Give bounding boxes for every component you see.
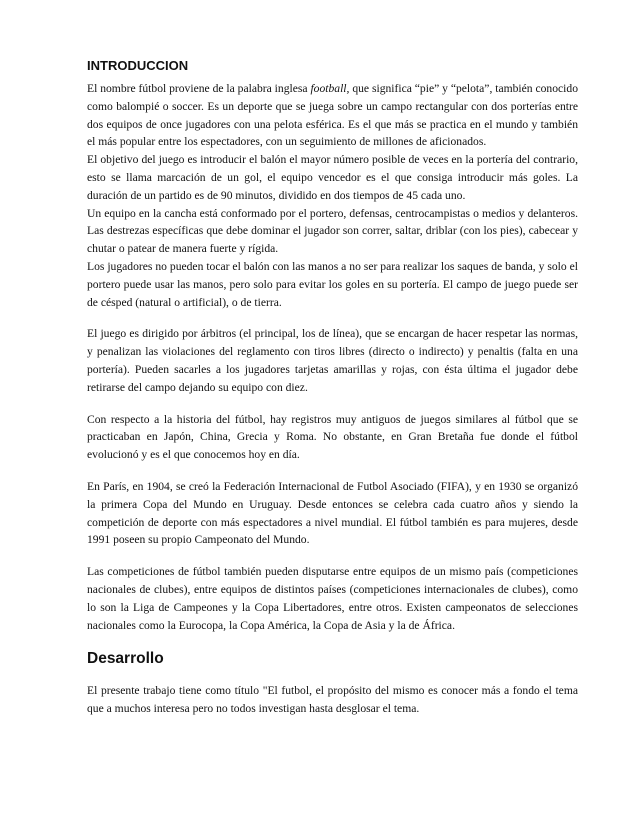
- intro-paragraph-2: El objetivo del juego es introducir el balón el mayor número posible de veces en la portería del contrario, esto se llama marcación de un gol, el equipo vencedor es el que consiga introducir más goles. La duración de un partido es de 90 minutos, dividido en dos tiempos de 45 cada uno.: [87, 153, 578, 202]
- intro-paragraph-3: Un equipo en la cancha está conformado por el portero, defensas, centrocampistas o medios y delanteros. Las destrezas específicas que debe dominar el jugador son correr, saltar, driblar (con los pies), cabecear y chutar o patear de manera fuerte y rígida.: [87, 206, 578, 256]
- document-page: [87, 58, 578, 718]
- paragraph-historia: Con respecto a la historia del fútbol, hay registros muy antiguos de juegos similares al fútbol que se practicaban en Japón, China, Grecia y Roma. No obstante, en Gran Bretaña fue donde el fútbol evolucionó y es el que conocemos hoy en día.: [87, 412, 578, 462]
- paragraph-competiciones: Las competiciones de fútbol también pueden disputarse entre equipos de un mismo país (competiciones nacionales de clubes), entre equipos de distintos países (competiciones internacionales de clubes), como lo son la Liga de Campeones y la Copa Libertadores, entre otros. Existen campeonatos de selecciones nacionales como la Eurocopa, la Copa América, la Copa de Asia y la de África.: [87, 565, 578, 632]
- intro-p1-italic: football,: [310, 82, 350, 95]
- desarrollo-heading: Desarrollo: [87, 650, 164, 668]
- intro-paragraph-1: [87, 80, 578, 151]
- intro-heading: INTRODUCCION: [87, 58, 189, 73]
- intro-paragraph-4: Los jugadores no pueden tocar el balón con las manos a no ser para realizar los saques de banda, y solo el portero puede usar las manos, pero solo para evitar los goles en su portería. El campo de juego puede ser de césped (natural o artificial), o de tierra.: [87, 259, 578, 309]
- paragraph-fifa: En París, en 1904, se creó la Federación Internacional de Futbol Asociado (FIFA), y en 1930 se organizó la primera Copa del Mundo en Uruguay. Desde entonces se celebra cada cuatro años y siendo la competición de deporte con más espectadores a nivel mundial. El fútbol también es para mujeres, desde 1991 poseen su propio Campeonato del Mundo.: [87, 479, 578, 547]
- intro-p1-text-b: que significa “pie” y “pelota”, también conocido como balompié o soccer. Es un deporte que se juega sobre un campo rectangular con dos porterías entre dos equipos de once jugadores con una pelota esférica. Es el que más se practica en el mundo y también el más popular entre los espectadores, con un seguimiento de millones de aficionados.: [87, 82, 578, 149]
- intro-p1-text-a: El nombre fútbol proviene de la palabra inglesa: [87, 82, 311, 95]
- desarrollo-paragraph: El presente trabajo tiene como título "El futbol, el propósito del mismo es conocer más a fondo el tema que a muchos interesa pero no todos investigan hasta desglosar el tema.: [87, 684, 578, 716]
- paragraph-arbitros: El juego es dirigido por árbitros (el principal, los de línea), que se encargan de hacer respetar las normas, y penalizan las violaciones del reglamento con tiros libres (directo o indirecto) y penaltis (falta en una portería). Pueden sacarles a los jugadores tarjetas amarillas y rojas, con ésta última el jugador debe retirarse del campo dejando su equipo con diez.: [87, 327, 578, 394]
